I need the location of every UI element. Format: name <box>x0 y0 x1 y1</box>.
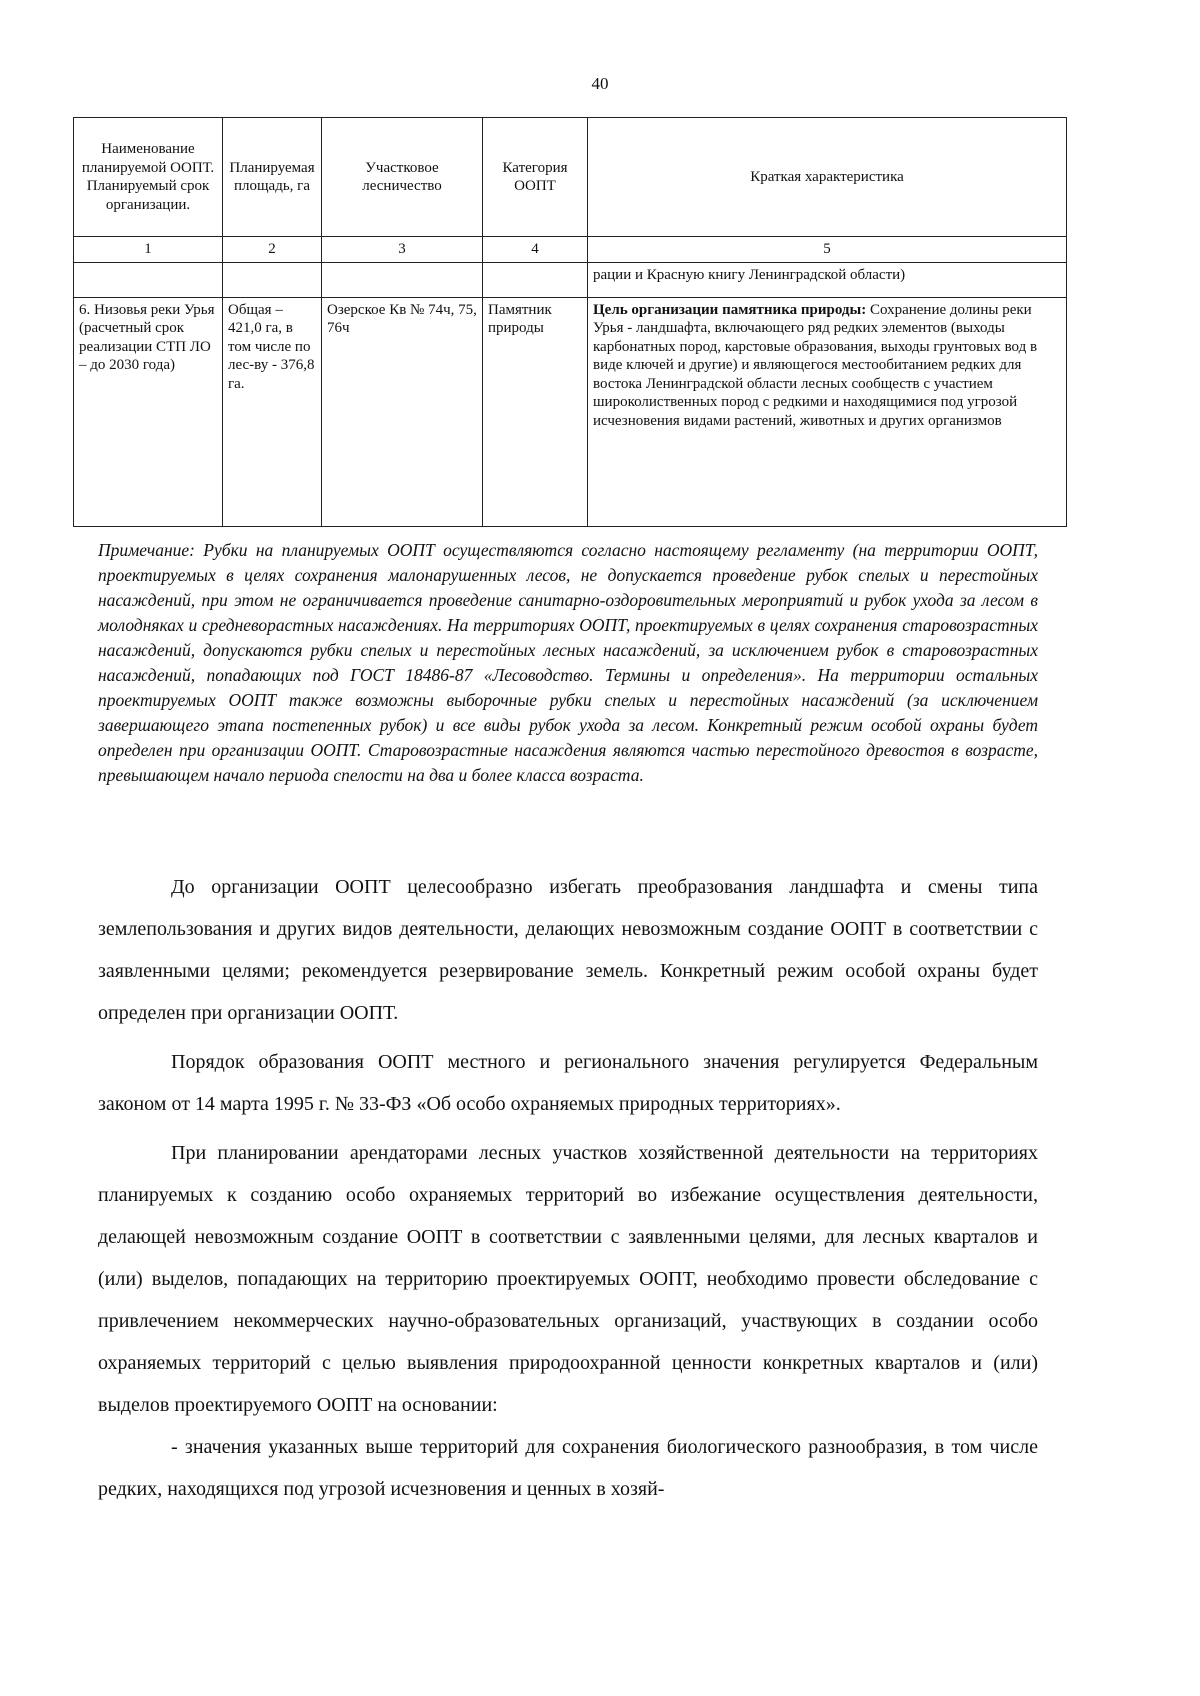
column-number: 5 <box>588 237 1067 263</box>
description-lead: Цель организации памятника природы: <box>593 301 867 318</box>
paragraph: - значения указанных выше территорий для сохранения биологического разнообразия, в том числе редких, находящихся под угрозой исчезновения и ценных в хозяй- <box>98 1436 1038 1500</box>
header-area: Планируемая площадь, га <box>223 118 322 237</box>
page-number: 40 <box>591 74 609 93</box>
header-name: Наименование планируемой ООПТ. Планируемый срок организации. <box>74 118 223 237</box>
column-number: 4 <box>483 237 588 263</box>
cell-forestry: Озерское Кв № 74ч, 75, 76ч <box>322 297 483 526</box>
column-number-row <box>74 237 1067 263</box>
table-header-row <box>74 118 1067 237</box>
paragraph: Порядок образования ООПТ местного и регионального значения регулируется Федеральным законом от 14 марта 1995 г. № 33-ФЗ «Об особо охраняемых природных территориях». <box>98 1051 1038 1115</box>
header-description: Краткая характеристика <box>588 118 1067 237</box>
description-text: Сохранение долины реки Урья - ландшафта, включающего ряд редких элементов (выходы карбонатных пород, карстовые образования, выходы грунтовых вод в виде ключей и другие) и являющегося местообитанием редких для востока Ленинградской области лесных сообществ с участием широколиственных пород с редкими и находящимися под угрозой исчезновения видами растений, животных и других организмов <box>593 301 1038 429</box>
continuation-row <box>74 262 1067 297</box>
table-row <box>74 297 1067 526</box>
empty-cell <box>223 262 322 297</box>
cell-category: Памятник природы <box>483 297 588 526</box>
oopt-table <box>73 117 1067 527</box>
cell-name: 6. Низовья реки Урья (расчетный срок реализации СТП ЛО – до 2030 года) <box>74 297 223 526</box>
paragraph: При планировании арендаторами лесных участков хозяйственной деятельности на территориях планируемых к созданию особо охраняемых территорий во избежание осуществления деятельности, делающей невозможным создание ООПТ в соответствии с заявленными целями, для лесных кварталов и (или) выделов, попадающих на территорию проектируемых ООПТ, необходимо провести обследование с привлечением некоммерческих научно-образовательных организаций, участвующих в создании особо охраняемых территорий с целью выявления природоохранной ценности конкретных кварталов и (или) выделов проектируемого ООПТ на основании: <box>98 1142 1038 1416</box>
column-number: 1 <box>74 237 223 263</box>
empty-cell <box>483 262 588 297</box>
header-forestry: Участковое лесничество <box>322 118 483 237</box>
body-text <box>98 866 1038 1510</box>
continuation-text: рации и Красную книгу Ленинградской области) <box>588 262 1067 297</box>
column-number: 3 <box>322 237 483 263</box>
empty-cell <box>322 262 483 297</box>
header-category: Категория ООПТ <box>483 118 588 237</box>
column-number: 2 <box>223 237 322 263</box>
cell-description <box>588 297 1067 526</box>
paragraph: До организации ООПТ целесообразно избегать преобразования ландшафта и смены типа землепользования и других видов деятельности, делающих невозможным создание ООПТ в соответствии с заявленными целями; рекомендуется резервирование земель. Конкретный режим особой охраны будет определен при организации ООПТ. <box>98 876 1038 1024</box>
cell-area: Общая – 421,0 га, в том числе по лес-ву - 376,8 га. <box>223 297 322 526</box>
table-note: Примечание: Рубки на планируемых ООПТ осуществляются согласно настоящему регламенту (на территории ООПТ, проектируемых в целях сохранения малонарушенных лесов, не допускается проведение рубок спелых и перестойных насаждений, при этом не ограничивается проведение санитарно-оздоровительных мероприятий и рубок ухода за лесом в молодняках и средневорастных насаждениях. На территориях ООПТ, проектируемых в целях сохранения старовозрастных насаждений, допускаются рубки спелых и перестойных лесных насаждений, за исключением рубок в старовозрастных насаждений, попадающих под ГОСТ 18486-87 «Лесоводство. Термины и определения». На территории остальных проектируемых ООПТ также возможны выборочные рубки спелых и перестойных насаждений (за исключением завершающего этапа постепенных рубок) и все виды рубок ухода за лесом. Конкретный режим особой охраны будет определен при организации ООПТ. Старовозрастные насаждения являются частью перестойного древостоя в возрасте, превышающем начало периода спелости на два и более класса возраста. <box>98 540 1038 785</box>
empty-cell <box>74 262 223 297</box>
